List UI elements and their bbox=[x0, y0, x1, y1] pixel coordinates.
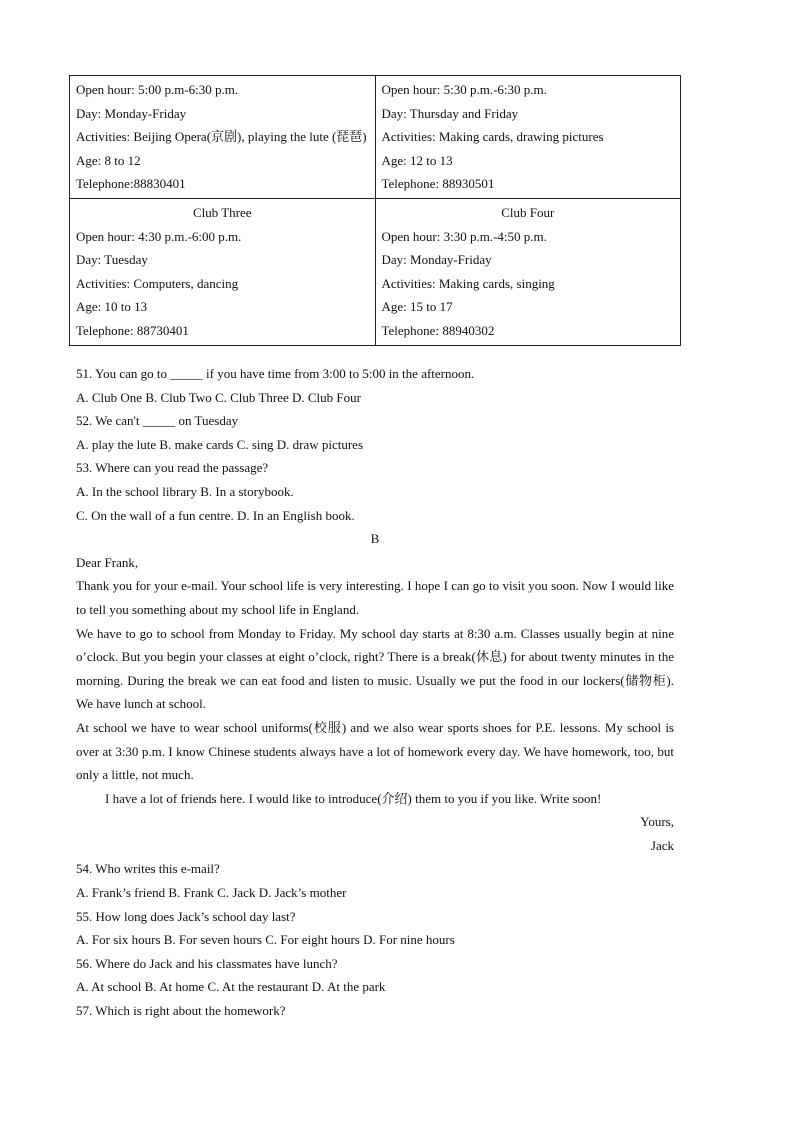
club-one-day: Day: Monday-Friday bbox=[76, 105, 187, 121]
question-53: 53. Where can you read the passage? bbox=[76, 460, 269, 476]
letter-paragraph-2: We have to go to school from Monday to Friday. My school day starts at 8:30 a.m. Classes usually begin at nine o’clock. But you begin your classes at eight o’clock, right? There is a break(休息) for about twenty minutes in the morning. During the break we can eat food and listen to music. Usually we put the food in our lockers(储物柜). We have lunch at school. bbox=[76, 625, 674, 712]
letter-paragraph-4: I have a lot of friends here. I would like to introduce(介绍) them to you if you like. Write soon! bbox=[105, 790, 602, 806]
section-b-heading: B bbox=[370, 531, 380, 547]
question-55: 55. How long does Jack’s school day last? bbox=[76, 908, 296, 924]
club-three-open-hour: Open hour: 4:30 p.m.-6:00 p.m. bbox=[76, 228, 242, 244]
club-three-title: Club Three bbox=[192, 204, 252, 220]
club-three-activities: Activities: Computers, dancing bbox=[76, 275, 239, 291]
club-two-open-hour: Open hour: 5:30 p.m.-6:30 p.m. bbox=[381, 82, 547, 97]
letter-paragraph-3: At school we have to wear school uniforms(校服) and we also wear sports shoes for P.E. lessons. My school is over at 3:30 p.m. I know Chinese students always have a lot of homework every day. We have homework, too, but only a little, not much. bbox=[76, 719, 674, 783]
question-body bbox=[76, 362, 674, 1023]
club-three-age: Age: 10 to 13 bbox=[76, 299, 148, 315]
letter-greeting: Dear Frank, bbox=[76, 554, 139, 570]
club-one-cell bbox=[70, 76, 376, 199]
options-53-cd: C. On the wall of a fun centre. D. In an English book. bbox=[76, 507, 355, 523]
table-row bbox=[70, 76, 681, 199]
club-two-telephone: Telephone: 88930501 bbox=[381, 176, 495, 192]
options-55: A. For six hours B. For seven hours C. For eight hours D. For nine hours bbox=[76, 932, 455, 948]
letter-signature: Jack bbox=[650, 837, 674, 853]
options-54: A. Frank’s friend B. Frank C. Jack D. Jack’s mother bbox=[76, 885, 347, 901]
club-one-activities: Activities: Beijing Opera(京剧), playing the lute (琵琶) bbox=[76, 129, 367, 145]
club-four-activities: Activities: Making cards, singing bbox=[381, 275, 555, 291]
club-three-telephone: Telephone: 88730401 bbox=[76, 322, 189, 338]
club-two-age: Age: 12 to 13 bbox=[381, 152, 453, 168]
question-52: 52. We can't _____ on Tuesday bbox=[76, 413, 239, 429]
options-52: A. play the lute B. make cards C. sing D. draw pictures bbox=[76, 436, 364, 452]
options-53-ab: A. In the school library B. In a storybook. bbox=[76, 483, 294, 499]
question-54: 54. Who writes this e-mail? bbox=[76, 861, 220, 877]
question-56: 56. Where do Jack and his classmates have lunch? bbox=[76, 955, 338, 971]
club-two-day: Day: Thursday and Friday bbox=[381, 105, 519, 121]
letter-closing: Yours, bbox=[640, 814, 674, 830]
club-one-age: Age: 8 to 12 bbox=[76, 152, 141, 168]
club-four-age: Age: 15 to 17 bbox=[381, 299, 453, 315]
clubs-table bbox=[69, 75, 681, 346]
club-three-cell bbox=[70, 198, 376, 345]
club-two-cell bbox=[375, 76, 681, 199]
club-one-telephone: Telephone:88830401 bbox=[76, 176, 186, 192]
club-four-title: Club Four bbox=[501, 204, 555, 220]
options-51: A. Club One B. Club Two C. Club Three D. Club Four bbox=[76, 389, 361, 405]
club-one-open-hour: Open hour: 5:00 p.m-6:30 p.m. bbox=[76, 82, 239, 97]
club-four-cell bbox=[375, 198, 681, 345]
club-three-day: Day: Tuesday bbox=[76, 252, 148, 268]
question-57: 57. Which is right about the homework? bbox=[76, 1003, 286, 1019]
letter-paragraph-1: Thank you for your e-mail. Your school life is very interesting. I hope I can go to visit you soon. Now I would like to tell you something about my school life in England. bbox=[76, 578, 674, 617]
club-four-telephone: Telephone: 88940302 bbox=[381, 322, 495, 338]
club-two-activities: Activities: Making cards, drawing pictures bbox=[381, 129, 604, 145]
question-51: 51. You can go to _____ if you have time from 3:00 to 5:00 in the afternoon. bbox=[76, 366, 475, 381]
table-row bbox=[70, 198, 681, 345]
club-four-day: Day: Monday-Friday bbox=[381, 252, 492, 268]
club-four-open-hour: Open hour: 3:30 p.m.-4:50 p.m. bbox=[381, 228, 547, 244]
options-56: A. At school B. At home C. At the restaurant D. At the park bbox=[76, 979, 386, 995]
